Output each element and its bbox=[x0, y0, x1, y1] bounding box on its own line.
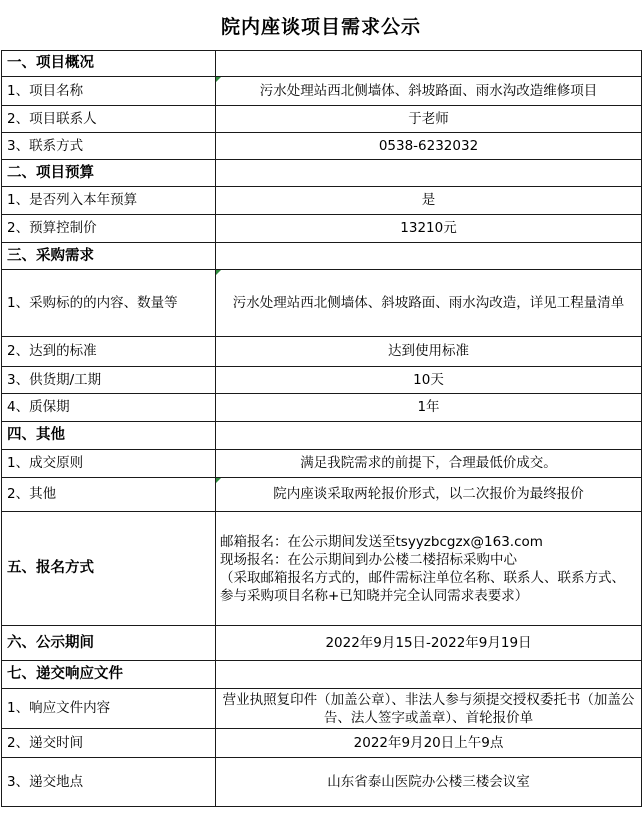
empty-cell bbox=[216, 160, 642, 187]
section-heading: 六、公示期间 bbox=[2, 626, 216, 661]
field-label: 2、项目联系人 bbox=[2, 106, 216, 133]
contact-value: 于老师 bbox=[216, 106, 642, 133]
page-title: 院内座谈项目需求公示 bbox=[220, 15, 421, 38]
empty-cell bbox=[216, 243, 642, 270]
project-name-value: 污水处理站西北侧墙体、斜坡路面、雨水沟改造维修项目 bbox=[216, 77, 642, 106]
standard-value: 达到使用标准 bbox=[216, 337, 642, 367]
section-row-overview bbox=[2, 51, 642, 77]
registration-methods bbox=[216, 512, 642, 626]
section-row-submission bbox=[2, 661, 642, 689]
other-value: 院内座谈采取两轮报价形式，以二次报价为最终报价 bbox=[216, 478, 642, 512]
table-row bbox=[2, 689, 642, 729]
field-label: 2、达到的标准 bbox=[2, 337, 216, 367]
field-label: 2、递交时间 bbox=[2, 729, 216, 758]
section-heading: 五、报名方式 bbox=[2, 512, 216, 626]
field-label: 4、质保期 bbox=[2, 394, 216, 422]
field-label: 1、成交原则 bbox=[2, 450, 216, 478]
field-label: 1、响应文件内容 bbox=[2, 689, 216, 729]
onsite-registration: 现场报名：在公示期间到办公楼二楼招标采购中心 bbox=[220, 551, 517, 568]
field-label: 2、其他 bbox=[2, 478, 216, 512]
procurement-content-value: 污水处理站西北侧墙体、斜坡路面、雨水沟改造，详见工程量清单 bbox=[216, 270, 642, 337]
section-row-other bbox=[2, 422, 642, 450]
section-heading: 七、递交响应文件 bbox=[2, 661, 216, 689]
section-row-registration bbox=[2, 512, 642, 626]
submission-time-value: 2022年9月20日上午9点 bbox=[216, 729, 642, 758]
section-row-budget bbox=[2, 160, 642, 187]
field-label: 3、递交地点 bbox=[2, 758, 216, 807]
section-heading: 三、采购需求 bbox=[2, 243, 216, 270]
warranty-value: 1年 bbox=[216, 394, 642, 422]
table-row bbox=[2, 77, 642, 106]
section-heading: 二、项目预算 bbox=[2, 160, 216, 187]
table-row bbox=[2, 478, 642, 512]
control-price-value: 13210元 bbox=[216, 215, 642, 243]
section-row-publicity bbox=[2, 626, 642, 661]
section-row-procurement bbox=[2, 243, 642, 270]
registration-note: （采取邮箱报名方式的，邮件需标注单位名称、联系人、联系方式、参与采购项目名称+已知晓并完全认同需求表要求） bbox=[220, 569, 625, 604]
field-label: 1、采购标的的内容、数量等 bbox=[2, 270, 216, 337]
publicity-period-value: 2022年9月15日-2022年9月19日 bbox=[216, 626, 642, 661]
table-row bbox=[2, 187, 642, 215]
field-label: 1、项目名称 bbox=[2, 77, 216, 106]
table-row bbox=[2, 337, 642, 367]
field-label: 3、联系方式 bbox=[2, 133, 216, 160]
phone-value: 0538-6232032 bbox=[216, 133, 642, 160]
principle-value: 满足我院需求的前提下，合理最低价成交。 bbox=[216, 450, 642, 478]
table-row bbox=[2, 758, 642, 807]
field-label: 2、预算控制价 bbox=[2, 215, 216, 243]
in-budget-value: 是 bbox=[216, 187, 642, 215]
section-heading: 四、其他 bbox=[2, 422, 216, 450]
requirements-table bbox=[1, 50, 642, 807]
table-row bbox=[2, 450, 642, 478]
email-registration: 邮箱报名：在公示期间发送至tsyyzbcgzx@163.com bbox=[220, 533, 543, 550]
period-value: 10天 bbox=[216, 367, 642, 394]
response-docs-value: 营业执照复印件（加盖公章）、非法人参与须提交授权委托书（加盖公告、法人签字或盖章）、首轮报价单 bbox=[216, 689, 642, 729]
field-label: 1、是否列入本年预算 bbox=[2, 187, 216, 215]
empty-cell bbox=[216, 422, 642, 450]
table-row bbox=[2, 367, 642, 394]
table-row bbox=[2, 133, 642, 160]
submission-place-value: 山东省泰山医院办公楼三楼会议室 bbox=[216, 758, 642, 807]
table-row bbox=[2, 106, 642, 133]
table-row bbox=[2, 270, 642, 337]
field-label: 3、供货期/工期 bbox=[2, 367, 216, 394]
table-row bbox=[2, 729, 642, 758]
table-row bbox=[2, 394, 642, 422]
empty-cell bbox=[216, 661, 642, 689]
section-heading: 一、项目概况 bbox=[2, 51, 216, 77]
table-row bbox=[2, 215, 642, 243]
empty-cell bbox=[216, 51, 642, 77]
